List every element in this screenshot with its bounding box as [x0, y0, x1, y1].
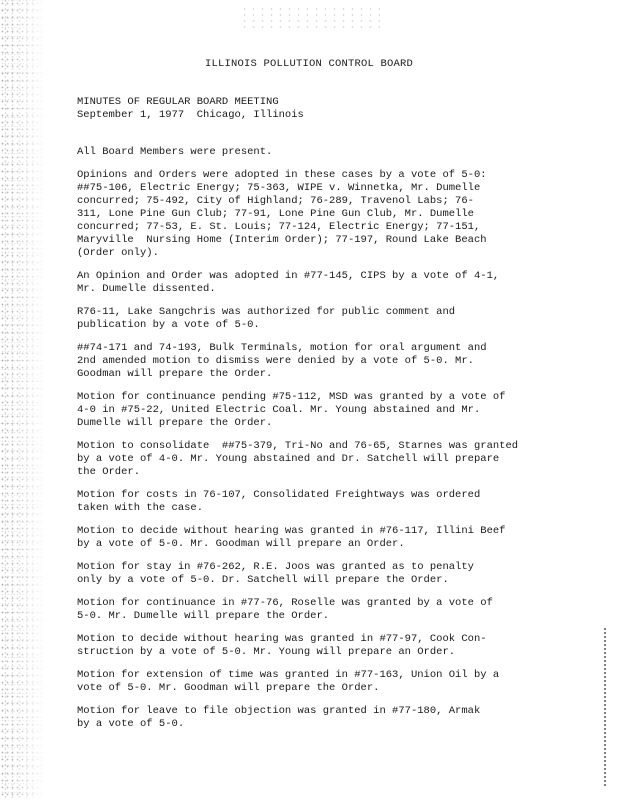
scan-edge-speckle: [0, 0, 46, 800]
scan-right-edge-mark: [604, 628, 606, 788]
paragraph-roselle: Motion for continuance in #77-76, Roselle was granted by a vote of 5-0. Mr. Dumelle will prepare the Order.: [77, 597, 493, 622]
paragraph-united-electric-coal: Motion for continuance pending #75-112, MSD was granted by a vote of 4-0 in #75-22, United Electric Coal. Mr. Young abstained and Mr. Dumelle will prepare the Order.: [77, 391, 506, 429]
board-title: ILLINOIS POLLUTION CONTROL BOARD: [204, 58, 414, 70]
paragraph-lake-sangchris: R76-11, Lake Sangchris was authorized for public comment and publication by a vote of 5-0.: [77, 306, 456, 331]
paragraph-union-oil: Motion for extension of time was granted in #77-163, Union Oil by a vote of 5-0. Mr. Goodman will prepare the Order.: [77, 669, 500, 694]
meeting-date-location: September 1, 1977 Chicago, Illinois: [77, 109, 304, 121]
scan-top-speckle: [240, 6, 380, 28]
paragraph-consolidate: Motion to consolidate ##75-379, Tri-No and 76-65, Starnes was granted by a vote of 4-0. Mr. Young abstained and Dr. Satchell will prepare the Order.: [77, 440, 519, 478]
paragraph-cips-opinion: An Opinion and Order was adopted in #77-145, CIPS by a vote of 4-1, Mr. Dumelle dissented.: [77, 270, 500, 295]
paragraph-cook-construction: Motion to decide without hearing was granted in #77-97, Cook Con- struction by a vote of 5-0. Mr. Young will prepare an Order.: [77, 633, 487, 658]
paragraph-consolidated-freightways: Motion for costs in 76-107, Consolidated Freightways was ordered taken with the case.: [77, 489, 481, 514]
paragraph-opinions-adopted: Opinions and Orders were adopted in these cases by a vote of 5-0: ##75-106, Electric Energy; 75-363, WIPE v. Winnetka, Mr. Dumelle concurred; 75-492, City of Highland; 76-289, Travenol Labs; 76- 311, Lone Pine Gun Club; 77-91, Lone Pine Gun Club, Mr. Dumelle concurred; 77-53, E. St. Louis; 77-124, Electric Energy; 77-151, Maryville Nursing Home (Interim Order); 77-197, Round Lake Beach (Order only).: [77, 169, 487, 259]
paragraph-attendance: All Board Members were present.: [77, 146, 273, 158]
minutes-body: [77, 146, 577, 741]
meeting-title: MINUTES OF REGULAR BOARD MEETING: [77, 96, 279, 108]
paragraph-re-joos: Motion for stay in #76-262, R.E. Joos was granted as to penalty only by a vote of 5-0. Dr. Satchell will prepare the Order.: [77, 561, 474, 586]
paragraph-illini-beef: Motion to decide without hearing was granted in #76-117, Illini Beef by a vote of 5-0. Mr. Goodman will prepare an Order.: [77, 525, 506, 550]
paragraph-bulk-terminals: ##74-171 and 74-193, Bulk Terminals, motion for oral argument and 2nd amended motion to dismiss were denied by a vote of 5-0. Mr. Goodman will prepare the Order.: [77, 342, 487, 380]
meeting-header: [77, 96, 304, 122]
paragraph-armak: Motion for leave to file objection was granted in #77-180, Armak by a vote of 5-0.: [77, 705, 481, 730]
